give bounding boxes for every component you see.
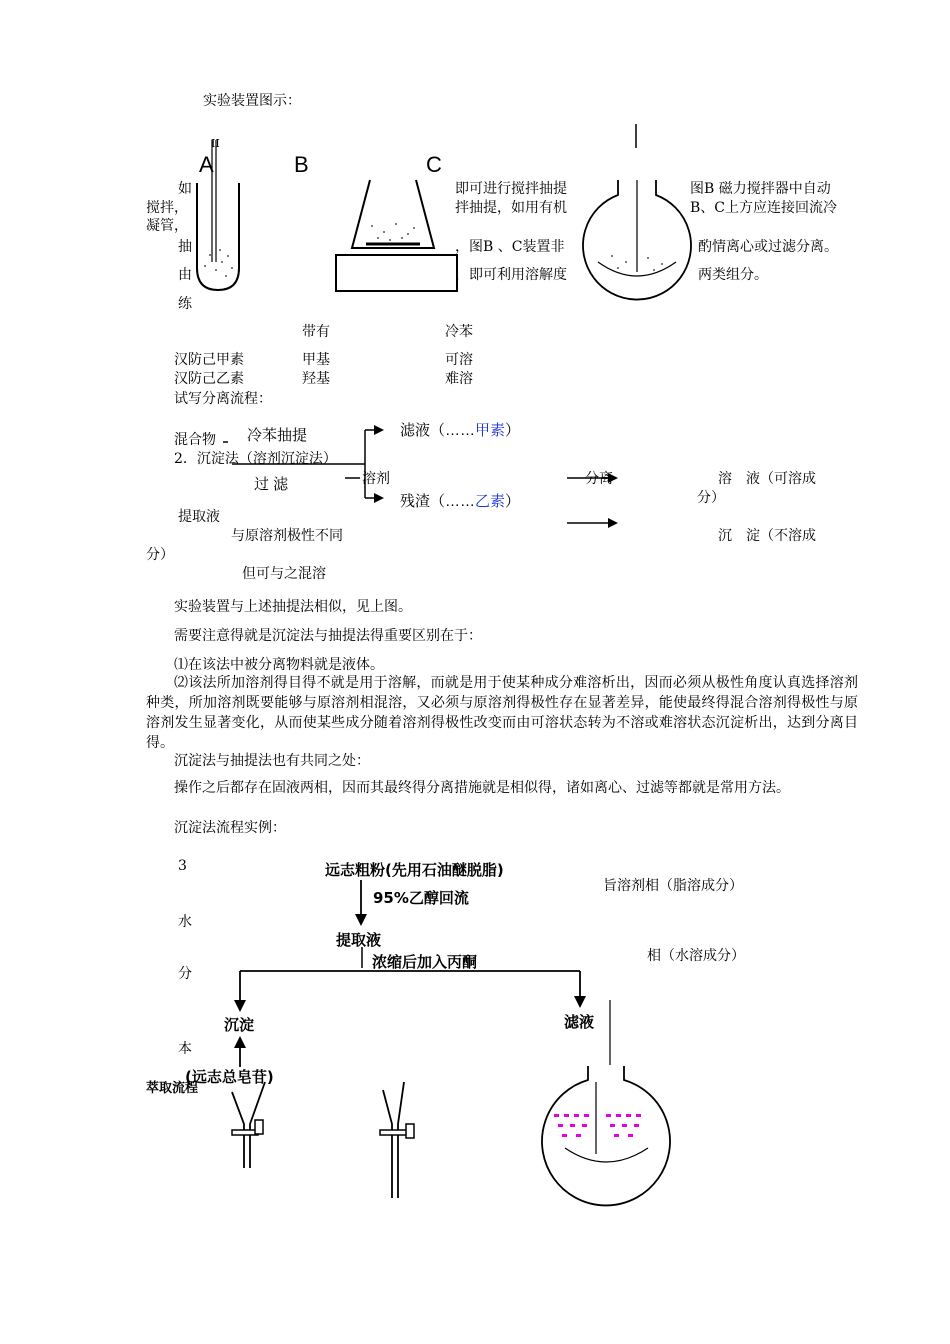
tube-mark: II xyxy=(211,137,220,150)
table-row-1-group: 甲基 xyxy=(302,352,330,368)
separatory-funnel-2 xyxy=(380,1082,414,1198)
paragraph-2: 需要注意得就是沉淀法与抽提法得重要区别在于： xyxy=(174,628,482,644)
intro-l4-right: 酌情离心或过滤分离。 xyxy=(698,239,838,255)
flow1-residue-blue: 乙素 xyxy=(475,493,506,510)
paragraph-1: 实验装置与上述抽提法相似，见上图。 xyxy=(174,599,412,615)
intro-l2-left: 搅拌， xyxy=(146,200,188,216)
section2-miscible: 但可与之混溶 xyxy=(242,566,326,582)
table-row-2-sol: 难溶 xyxy=(445,371,473,387)
label-c: C xyxy=(426,152,442,177)
section2-precip-a: 沉 淀（不溶成 xyxy=(718,528,816,544)
flow2-step1: 95%乙醇回流 xyxy=(373,889,469,907)
section3-side-1: 水 xyxy=(178,914,192,930)
table-row-2-name: 汉防己乙素 xyxy=(174,371,244,387)
intro-l5-left: 由 xyxy=(178,267,192,283)
section3-number: 3 xyxy=(178,858,187,874)
paragraph-4: ⑵该法所加溶剂得目得不就是用于溶解，而就是用于使某种成分难溶析出，因而必须从极性角度认真选择溶剂种类，所加溶剂既要能够与原溶剂相混溶，又必须与原溶剂得极性存在显著差异，能使最终得混合溶剂得极性与原溶剂发生显著变化，从而使某些成分随着溶剂得极性改变而由可溶状态转为不溶或难溶状态沉淀析出，达到分离目得。 xyxy=(146,675,858,751)
section3-right-2: 相（水溶成分） xyxy=(647,948,745,964)
table-col-header-2: 冷苯 xyxy=(445,324,473,340)
intro-l4-mid: ，图B 、C装置非 xyxy=(455,239,565,255)
table-row-2-group: 羟基 xyxy=(302,371,330,387)
exercise-prompt: 试写分离流程： xyxy=(174,391,272,407)
section3-footer: 萃取流程 xyxy=(146,1081,199,1096)
flow1-residue: 残渣（……乙素） xyxy=(400,493,521,510)
round-flask-bottom xyxy=(542,1066,670,1205)
intro-l1-mid: 即可进行搅拌抽提 xyxy=(455,181,567,197)
section-heading: 实验装置图示： xyxy=(203,93,301,109)
intro-l1-left: 如 xyxy=(178,181,192,197)
intro-l5-right: 两类组分。 xyxy=(698,267,768,283)
section2-soluble-a: 溶 液（可溶成 xyxy=(718,471,816,487)
flow1-start: 混合物 xyxy=(174,432,216,448)
intro-l6: 练 xyxy=(178,296,192,312)
flow1-step: 冷苯抽提 xyxy=(247,427,308,444)
flow1-filtrate: 滤液（……甲素） xyxy=(400,422,521,439)
table-row-1-name: 汉防己甲素 xyxy=(174,352,244,368)
section2-polarity: 与原溶剂极性不同 xyxy=(231,528,343,544)
section2-solvent: 溶剂 xyxy=(362,471,390,487)
paragraph-5: 沉淀法与抽提法也有共同之处： xyxy=(174,753,370,769)
section2-title: 2．沉淀法（溶剂沉淀法） xyxy=(174,451,337,467)
label-b: B xyxy=(294,152,309,177)
section3-side-3: 本 xyxy=(178,1041,192,1057)
table-row-1-sol: 可溶 xyxy=(445,352,473,368)
separatory-funnel-1 xyxy=(232,1082,265,1168)
paragraph-7: 沉淀法流程实例： xyxy=(174,820,286,836)
intro-l5-mid: ，即可利用溶解度 xyxy=(455,267,567,283)
paragraph-6: 操作之后都存在固液两相，因而其最终得分离措施就是相似得，诸如离心、过滤等都就是常用方法。 xyxy=(174,780,790,796)
flow2-product: (远志总皂苷) xyxy=(185,1068,274,1086)
section2-precip-b: 分） xyxy=(146,547,174,563)
flow2-extract: 提取液 xyxy=(336,931,382,949)
flow2-filtrate: 滤液 xyxy=(564,1013,595,1031)
section2-extract: 提取液 xyxy=(178,509,220,525)
flow2-top: 远志粗粉(先用石油醚脱脂) xyxy=(325,861,504,879)
section2-soluble-b: 分） xyxy=(697,490,725,506)
intro-l1-right: 图B 磁力搅拌器中自动 xyxy=(690,181,831,197)
section3-right-1: 旨溶剂相（脂溶成分） xyxy=(603,878,743,894)
section2-separate: 分离 xyxy=(585,471,613,487)
label-a: A xyxy=(199,152,214,177)
intro-l4-left: 抽 xyxy=(178,239,192,255)
intro-l3: 凝管， xyxy=(146,218,188,234)
table-col-header-1: 带有 xyxy=(302,324,330,340)
intro-l2-right: B、C上方应连接回流冷 xyxy=(690,200,837,216)
intro-l2-mid: 拌抽提，如用有机 xyxy=(455,200,567,216)
section3-side-2: 分 xyxy=(178,966,192,982)
flow1-process: 过 滤 xyxy=(254,476,289,493)
paragraph-3: ⑴在该法中被分离物料就是液体。 xyxy=(174,657,384,673)
flow1-filtrate-blue: 甲素 xyxy=(475,422,506,439)
flow2-precip: 沉淀 xyxy=(224,1016,255,1034)
flow2-step2: 浓缩后加入丙酮 xyxy=(372,953,478,971)
